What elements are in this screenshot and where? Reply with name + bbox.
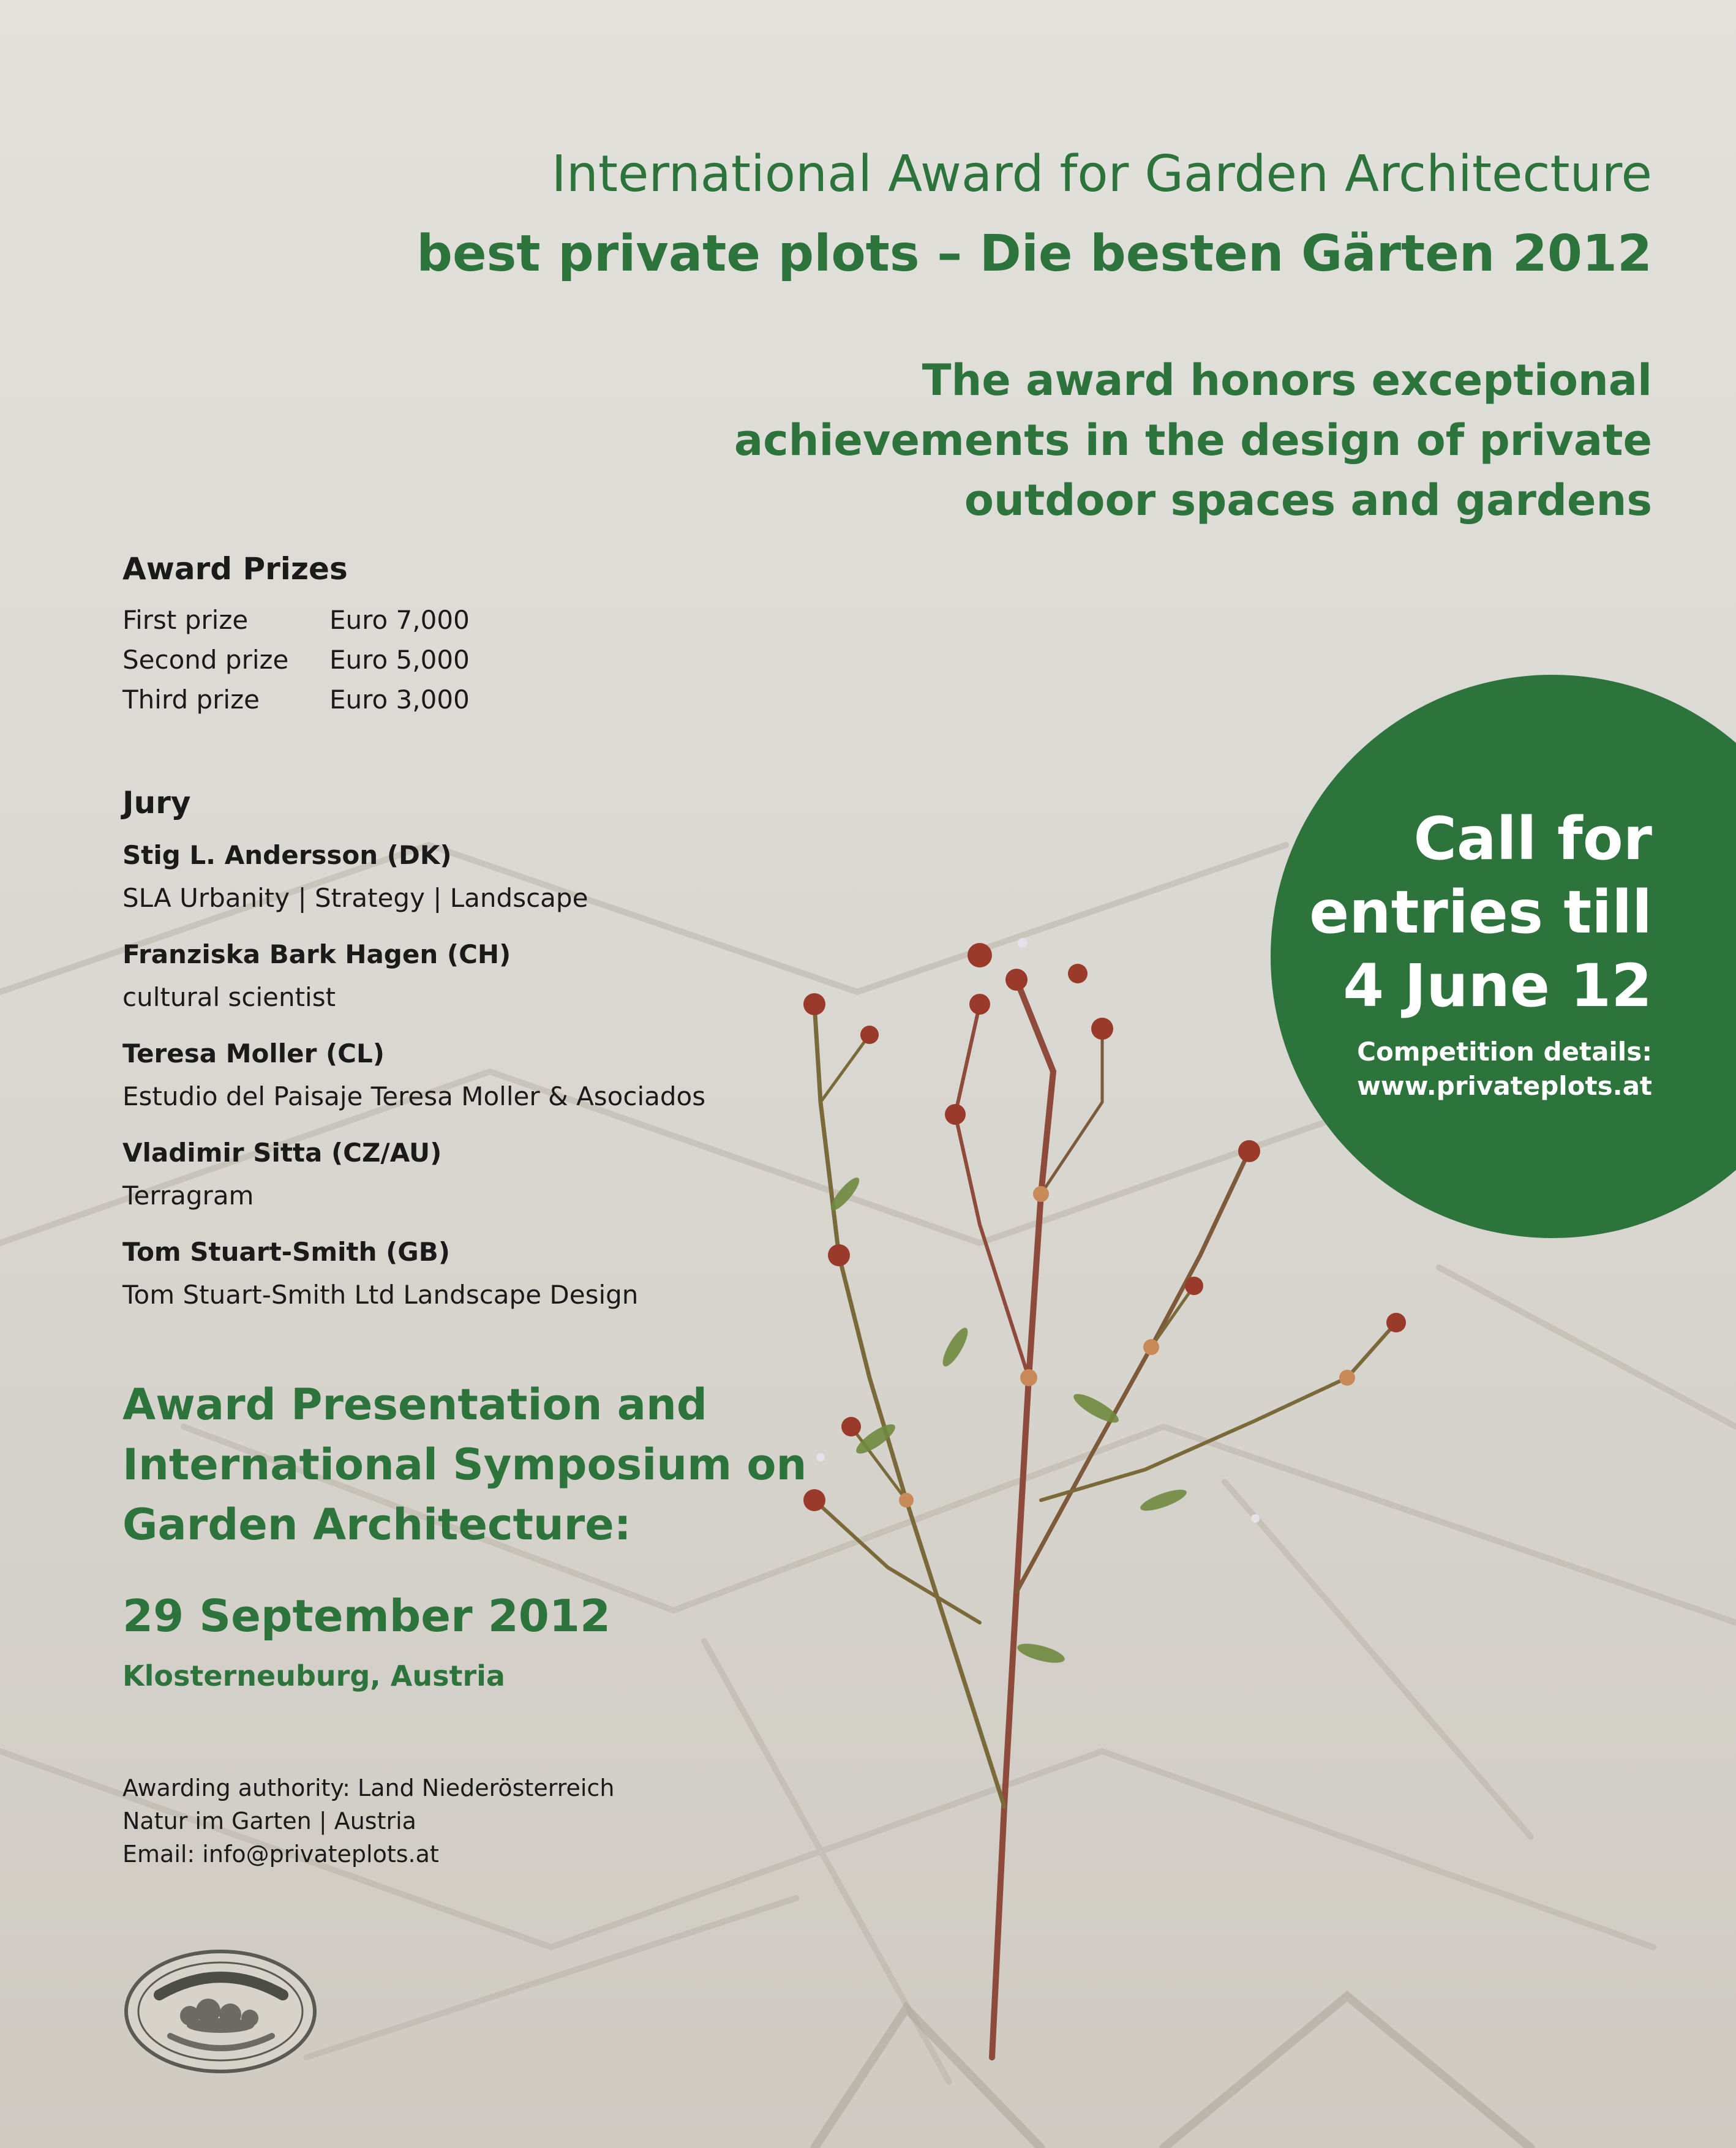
prize-row <box>122 680 674 719</box>
call-for-entries-text <box>1223 802 1652 1023</box>
natur-im-garten-logo <box>122 1947 318 2076</box>
juror-affiliation: Tom Stuart-Smith Ltd Landscape Design <box>122 1280 639 1310</box>
juror-affiliation: Terragram <box>122 1181 254 1211</box>
presentation-heading: Award Presentation and International Symposium on Garden Architecture: <box>122 1380 807 1550</box>
competition-details-link[interactable]: www.privateplots.at <box>1357 1071 1652 1101</box>
prize-amount: Euro 3,000 <box>329 685 470 715</box>
awarding-authority <box>122 1771 735 1871</box>
juror-name: Tom Stuart-Smith (GB) <box>122 1237 450 1267</box>
juror <box>122 834 796 920</box>
juror-affiliation: SLA Urbanity | Strategy | Landscape <box>122 883 588 913</box>
juror-name: Teresa Moller (CL) <box>122 1038 385 1068</box>
prize-amount: Euro 7,000 <box>329 605 470 635</box>
cta-line: Call for <box>1413 805 1652 873</box>
prize-row <box>122 600 674 640</box>
juror-affiliation: Estudio del Paisaje Teresa Moller & Asociados <box>122 1081 706 1111</box>
title-line-1: International Award for Garden Architecture <box>551 145 1652 203</box>
tagline: The award honors exceptional achievements in the design of private outdoor spaces and gardens <box>734 355 1652 525</box>
juror-affiliation: cultural scientist <box>122 982 336 1012</box>
cta-line: entries till <box>1309 878 1652 947</box>
authority-line: Natur im Garten | Austria <box>122 1808 416 1834</box>
award-prizes-section <box>122 551 674 719</box>
juror-name: Stig L. Andersson (DK) <box>122 840 452 870</box>
prize-row <box>122 640 674 680</box>
authority-email: Email: info@privateplots.at <box>122 1841 439 1868</box>
cta-deadline: 4 June 12 <box>1343 952 1652 1020</box>
title-line-2: best private plots – Die besten Gärten 2012 <box>416 225 1652 283</box>
authority-line: Awarding authority: Land Niederösterreich <box>122 1774 615 1801</box>
jury-heading: Jury <box>122 785 191 821</box>
prize-label: Third prize <box>122 685 260 715</box>
competition-details-label: Competition details: <box>1357 1037 1652 1067</box>
presentation-place: Klosterneuburg, Austria <box>122 1659 505 1692</box>
juror <box>122 1032 796 1118</box>
juror-name: Franziska Bark Hagen (CH) <box>122 939 511 969</box>
prize-label: First prize <box>122 605 249 635</box>
prize-amount: Euro 5,000 <box>329 645 470 675</box>
presentation-date: 29 September 2012 <box>122 1590 611 1642</box>
juror <box>122 1231 796 1316</box>
competition-details <box>1223 1035 1652 1103</box>
juror <box>122 933 796 1019</box>
prize-label: Second prize <box>122 645 289 675</box>
award-prizes-heading: Award Prizes <box>122 551 348 587</box>
jury-section <box>122 785 796 1330</box>
juror <box>122 1132 796 1217</box>
juror-name: Vladimir Sitta (CZ/AU) <box>122 1138 442 1168</box>
